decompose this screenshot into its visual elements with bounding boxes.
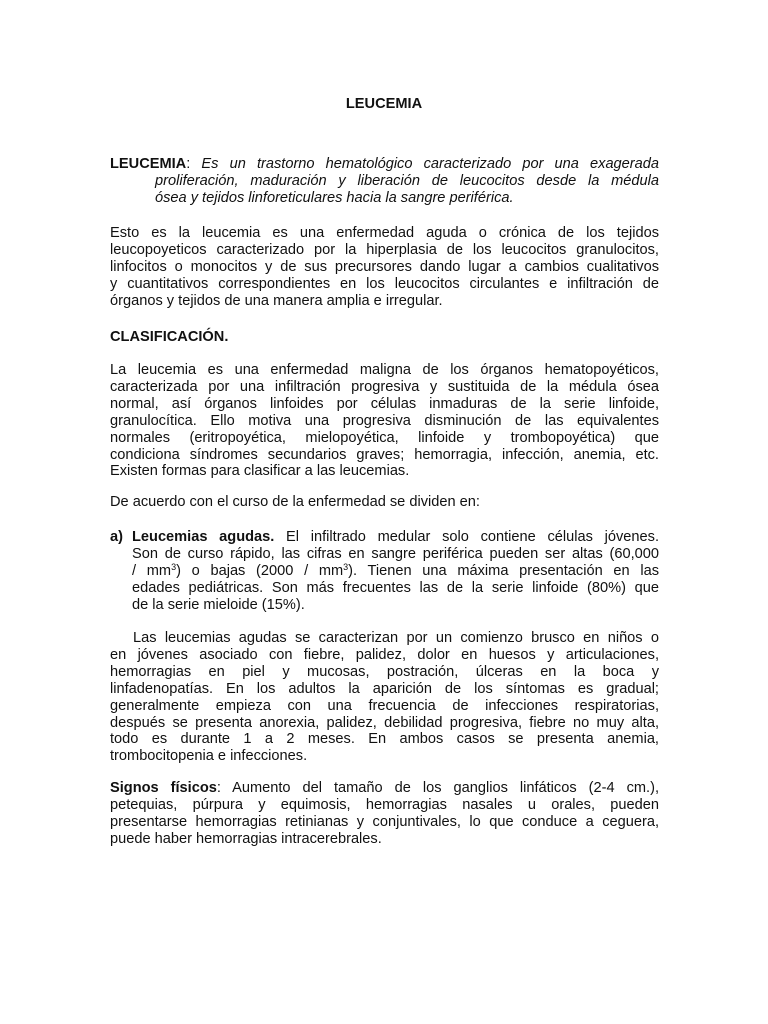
intro-line: leucopoyeticos caracterizado por la hiperplasia de los leucocitos granulocitos, — [110, 241, 659, 258]
definition-line: proliferación, maduración y liberación de leucocitos desde la médula — [155, 172, 659, 189]
signs-line: puede haber hemorragias intracerebrales. — [110, 830, 382, 847]
classification-line: condiciona síndromes secundarios graves; hemorragia, infección, anemia, etc. — [110, 446, 659, 463]
acute-detail-line: Las leucemias agudas se caracterizan por un comienzo brusco en niños o — [133, 630, 659, 646]
acute-detail-line: trombocitopenia e infecciones. — [110, 748, 308, 765]
definition-text: Es un trastorno hematológico caracterizado por una exagerada — [201, 156, 660, 172]
acute-line: edades pediátricas. Son más frecuentes las de la serie linfoide (80%) que — [132, 579, 659, 596]
acute-detail-line: generalmente empieza con una frecuencia de infecciones respiratorias, — [110, 697, 659, 714]
acute-heading: Leucemias agudas. — [132, 529, 275, 545]
definition-term: LEUCEMIA — [110, 156, 187, 172]
acute-detail-line: linfadenopatías. En los adultos la aparición de los síntomas es gradual; — [110, 680, 659, 697]
acute-line: Son de curso rápido, las cifras en sangre periférica pueden ser altas (60,000 — [132, 545, 659, 562]
acute-detail-line: todo es durante 1 a 2 meses. En ambos casos se presenta anemia, — [110, 731, 659, 748]
course-intro: De acuerdo con el curso de la enfermedad se dividen en: — [110, 494, 480, 510]
list-marker: a) — [110, 529, 123, 545]
signs-line: petequias, púrpura y equimosis, hemorragias nasales u orales, pueden — [110, 796, 659, 813]
classification-line: caracterizada por una infiltración progresiva y sustituida de la médula ósea — [110, 378, 659, 395]
definition-paragraph — [110, 156, 659, 207]
definition-line — [110, 156, 659, 173]
acute-line-rest: El infiltrado medular solo contiene células jóvenes. — [274, 529, 659, 545]
acute-line — [132, 529, 659, 546]
classification-line: normal, así órganos linfoides por células inmaduras de la serie linfoide, — [110, 395, 659, 412]
acute-line: / $mm^3$) o bajas $(2000 / mm^3)$. Tienen una máxima presentación en las — [132, 561, 659, 579]
superscript: 3 — [343, 561, 349, 572]
definition-colon: : — [186, 156, 191, 172]
signs-heading: Signos físicos — [110, 780, 217, 796]
intro-line: Esto es la leucemia es una enfermedad aguda o crónica de los tejidos — [110, 225, 659, 241]
acute-detail-line: en jóvenes asociado con fiebre, palidez, dolor en huesos y articulaciones, — [110, 646, 659, 663]
classification-line: La leucemia es una enfermedad maligna de los órganos hematopoyéticos, — [110, 362, 659, 378]
acute-line: de la serie mieloide (15%). — [132, 596, 305, 613]
acute-detail-line: hemorragias en piel y mucosas, postración, úlceras en la boca y — [110, 663, 659, 680]
intro-line: linfocitos o monocitos y de sus precursores dando lugar a cambios cualitativos — [110, 258, 659, 275]
superscript: 3 — [171, 561, 177, 572]
classification-line: normales (eritropoyética, mielopoyética, linfoide y trombopoyética) que — [110, 429, 659, 446]
signs-paragraph — [110, 780, 659, 848]
acute-detail-line: después se presenta anorexia, palidez, debilidad progresiva, fiebre no muy alta, — [110, 714, 659, 731]
classification-line: granulocítica. Ello motiva una progresiva disminución de las equivalentes — [110, 412, 659, 429]
page-title: LEUCEMIA — [345, 96, 423, 112]
acute-detail-paragraph — [110, 630, 659, 765]
classification-heading: CLASIFICACIÓN. — [110, 329, 229, 345]
intro-paragraph — [110, 225, 659, 310]
list-item-acute — [110, 529, 659, 614]
signs-line — [110, 780, 659, 797]
signs-line: presentarse hemorragias retinianas y conjuntivales, lo que conduce a ceguera, — [110, 813, 659, 830]
classification-line: Existen formas para clasificar a las leucemias. — [110, 463, 410, 480]
intro-line: órganos y tejidos de una manera amplia e irregular. — [110, 292, 443, 309]
classification-paragraph — [110, 362, 659, 480]
signs-line-rest: : Aumento del tamaño de los ganglios linfáticos (2-4 cm.), — [216, 780, 659, 796]
intro-line: y cuantitativos correspondientes en los leucocitos circulantes e infiltración de — [110, 275, 659, 292]
definition-line: ósea y tejidos linforeticulares hacia la sangre periférica. — [155, 189, 514, 206]
